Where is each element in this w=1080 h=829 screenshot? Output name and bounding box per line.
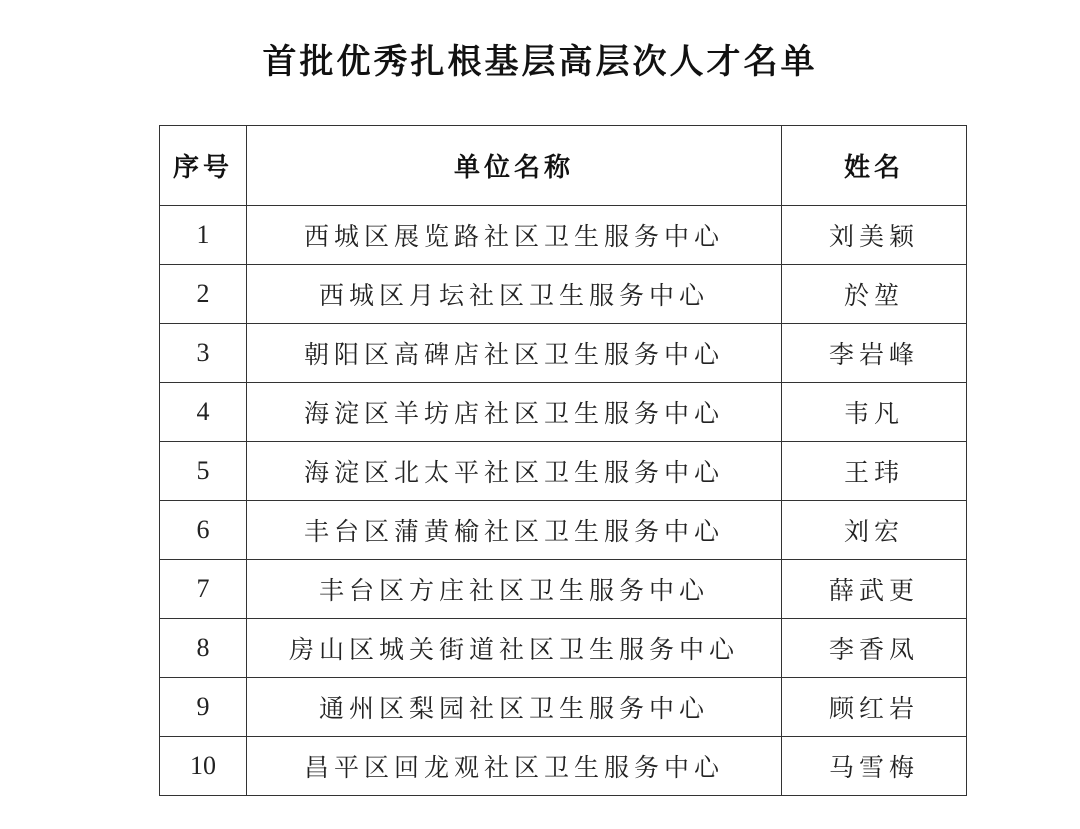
row-index: 2 — [160, 265, 247, 324]
row-unit: 丰台区方庄社区卫生服务中心 — [247, 560, 782, 619]
row-unit: 西城区月坛社区卫生服务中心 — [247, 265, 782, 324]
row-name: 於堃 — [782, 265, 967, 324]
document-title: 首批优秀扎根基层高层次人才名单 — [262, 41, 818, 82]
row-name: 王玮 — [782, 442, 967, 501]
table-row — [160, 206, 967, 265]
row-unit: 丰台区蒲黄榆社区卫生服务中心 — [247, 501, 782, 560]
table-row — [160, 678, 967, 737]
row-unit: 通州区梨园社区卫生服务中心 — [247, 678, 782, 737]
row-name: 马雪梅 — [782, 737, 967, 796]
table-row — [160, 324, 967, 383]
row-name: 李香凤 — [782, 619, 967, 678]
table-row — [160, 619, 967, 678]
row-index: 9 — [160, 678, 247, 737]
row-name: 顾红岩 — [782, 678, 967, 737]
table-row — [160, 442, 967, 501]
row-index: 6 — [160, 501, 247, 560]
table-row — [160, 383, 967, 442]
row-unit: 昌平区回龙观社区卫生服务中心 — [247, 737, 782, 796]
header-name: 姓名 — [782, 126, 967, 206]
table-row — [160, 265, 967, 324]
row-unit: 海淀区羊坊店社区卫生服务中心 — [247, 383, 782, 442]
row-unit: 朝阳区高碑店社区卫生服务中心 — [247, 324, 782, 383]
talent-list-table — [159, 125, 967, 796]
table-row — [160, 501, 967, 560]
row-name: 李岩峰 — [782, 324, 967, 383]
header-index: 序号 — [160, 126, 247, 206]
row-index: 3 — [160, 324, 247, 383]
row-name: 刘宏 — [782, 501, 967, 560]
row-index: 4 — [160, 383, 247, 442]
table-header-row — [160, 126, 967, 206]
row-unit: 房山区城关街道社区卫生服务中心 — [247, 619, 782, 678]
table-row — [160, 737, 967, 796]
row-index: 1 — [160, 206, 247, 265]
row-name: 薛武更 — [782, 560, 967, 619]
row-unit: 西城区展览路社区卫生服务中心 — [247, 206, 782, 265]
row-name: 刘美颖 — [782, 206, 967, 265]
row-name: 韦凡 — [782, 383, 967, 442]
table-row — [160, 560, 967, 619]
row-index: 8 — [160, 619, 247, 678]
row-unit: 海淀区北太平社区卫生服务中心 — [247, 442, 782, 501]
header-unit: 单位名称 — [247, 126, 782, 206]
row-index: 7 — [160, 560, 247, 619]
row-index: 10 — [160, 737, 247, 796]
row-index: 5 — [160, 442, 247, 501]
